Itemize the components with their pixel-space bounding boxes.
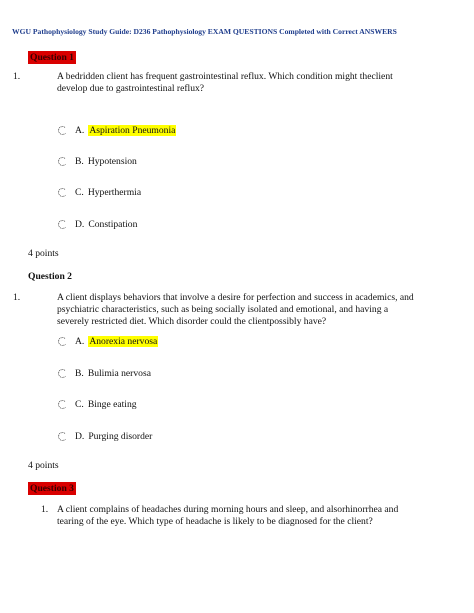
option-letter: C.: [75, 398, 84, 410]
question-heading: Question 2: [28, 271, 72, 282]
answer-option[interactable]: [58, 367, 151, 379]
question-heading: Question 1: [30, 52, 74, 63]
radio-icon[interactable]: [58, 400, 67, 409]
option-letter: D.: [75, 218, 85, 230]
option-letter: D.: [75, 430, 85, 442]
option-text-highlighted: Aspiration Pneumonia: [89, 124, 176, 136]
question-number: 1.: [41, 504, 49, 515]
points-label: 4 points: [28, 248, 59, 259]
answer-option[interactable]: [58, 124, 176, 136]
option-text: Binge eating: [87, 398, 137, 410]
option-letter: A.: [75, 124, 85, 136]
question-text: A client complains of headaches during morning hours and sleep, and alsorhinorrhea and tearing of the eye. Which type of headache is likely to be diagnosed for the client?: [57, 504, 399, 527]
radio-icon[interactable]: [58, 157, 67, 166]
answer-option[interactable]: [58, 335, 158, 347]
answer-option[interactable]: [58, 430, 152, 442]
option-text: Hypotension: [87, 155, 137, 167]
question-number: 1.: [13, 292, 21, 303]
option-text: Hyperthermia: [87, 186, 142, 198]
option-letter: B.: [75, 155, 84, 167]
option-text: Bulimia nervosa: [87, 367, 151, 379]
document-header: WGU Pathophysiology Study Guide: D236 Pathophysiology EXAM QUESTIONS Completed with Correct ANSWERS: [12, 27, 397, 36]
answer-option[interactable]: [58, 218, 137, 230]
radio-icon[interactable]: [58, 220, 67, 229]
radio-icon[interactable]: [58, 337, 67, 346]
option-text: Purging disorder: [88, 430, 153, 442]
answer-option[interactable]: [58, 398, 137, 410]
question-text: A bedridden client has frequent gastrointestinal reflux. Which condition might theclient develop due to gastrointestinal reflux?: [57, 71, 393, 94]
question-text: A client displays behaviors that involve a desire for perfection and success in academics, and psychiatric characteristics, such as being socially isolated and emotional, and having a severely restricted diet. Which disorder could the clientpossibly have?: [57, 292, 414, 327]
question-heading: Question 3: [30, 483, 74, 494]
answer-option[interactable]: [58, 155, 137, 167]
option-letter: C.: [75, 186, 84, 198]
points-label: 4 points: [28, 460, 59, 471]
radio-icon[interactable]: [58, 126, 67, 135]
radio-icon[interactable]: [58, 369, 67, 378]
answer-option[interactable]: [58, 186, 141, 198]
option-letter: A.: [75, 335, 85, 347]
option-text: Constipation: [88, 218, 138, 230]
radio-icon[interactable]: [58, 188, 67, 197]
question-number: 1.: [13, 71, 21, 82]
option-text-highlighted: Anorexia nervosa: [89, 335, 158, 347]
radio-icon[interactable]: [58, 432, 67, 441]
option-letter: B.: [75, 367, 84, 379]
